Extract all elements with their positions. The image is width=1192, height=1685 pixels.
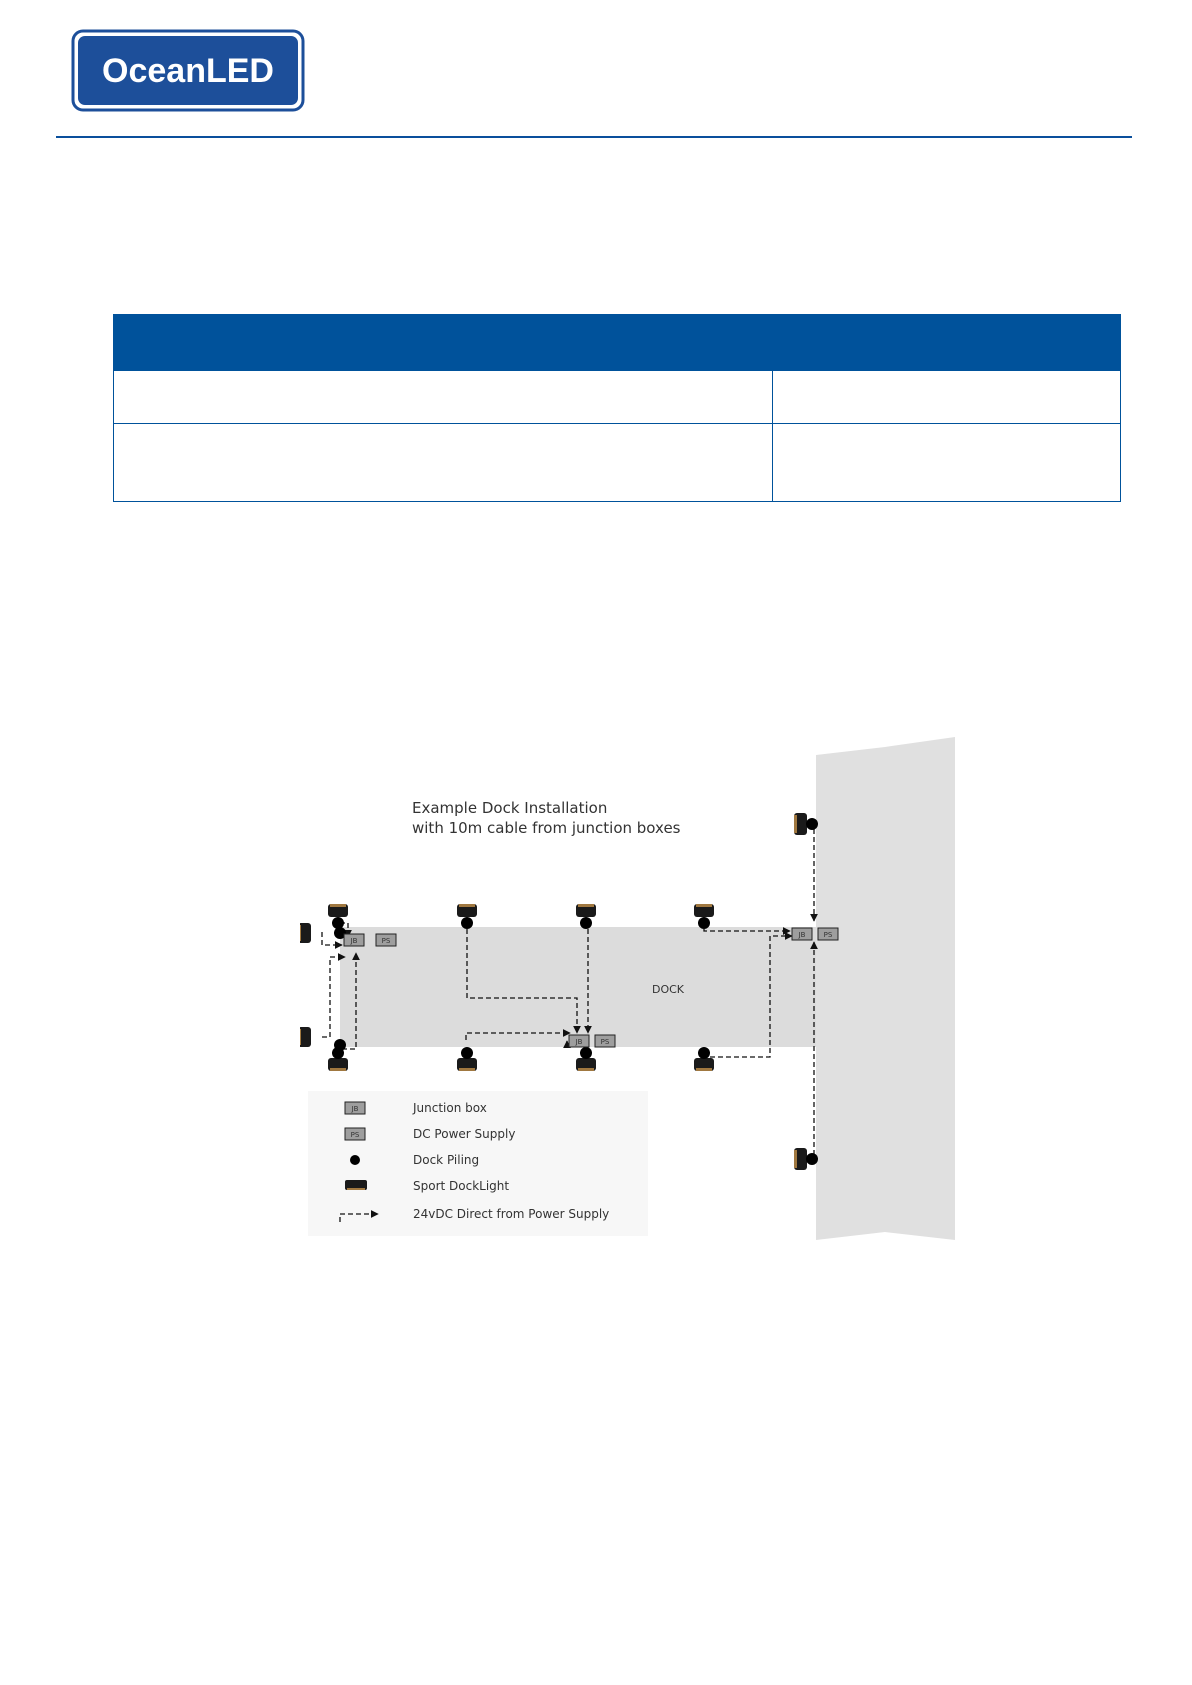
piling-icon [698, 917, 710, 929]
legend-wiring-label: 24vDC Direct from Power Supply [413, 1207, 610, 1221]
diagram-title-line1: Example Dock Installation [412, 799, 608, 817]
junction-box-tag: JB [350, 937, 358, 945]
docklight-lens [459, 1068, 475, 1071]
piling-icon [461, 917, 473, 929]
docklight-lens [794, 1150, 797, 1168]
docklight-lens [330, 904, 346, 907]
legend-piling-icon [350, 1155, 360, 1165]
header-rule [56, 136, 1132, 138]
table-cell [114, 424, 773, 502]
legend-junction-box-tag: JB [351, 1105, 359, 1113]
piling-icon [461, 1047, 473, 1059]
power-supply-tag: PS [823, 931, 833, 939]
legend-piling-label: Dock Piling [413, 1153, 480, 1167]
table-cell [773, 424, 1121, 502]
table-row [114, 424, 1121, 502]
piling-icon [580, 1047, 592, 1059]
junction-box-tag: JB [798, 931, 806, 939]
dock-label: DOCK [652, 983, 685, 996]
table-header-cell [114, 315, 773, 371]
diagram-title-line2: with 10m cable from junction boxes [412, 819, 681, 837]
docklight-icon [300, 923, 311, 943]
legend-docklight-lens [347, 1188, 365, 1190]
docklight-lens [696, 1068, 712, 1071]
legend-power-supply-tag: PS [350, 1131, 360, 1139]
piling-icon [806, 818, 818, 830]
docklight-lens [300, 1029, 301, 1045]
legend-power-supply-label: DC Power Supply [413, 1127, 516, 1141]
piling-icon [334, 1039, 346, 1051]
power-supply-tag: PS [600, 1038, 610, 1046]
piling-icon [580, 917, 592, 929]
piling-icon [332, 917, 344, 929]
table-header-cell [773, 315, 1121, 371]
docklight-lens [794, 815, 797, 833]
docklight-lens [578, 904, 594, 907]
oceanled-logo [71, 29, 305, 112]
table-cell [114, 371, 773, 424]
table-header-row [114, 315, 1121, 371]
piling-icon [698, 1047, 710, 1059]
docklight-lens [696, 904, 712, 907]
dock-installation-diagram [300, 735, 960, 1245]
legend-docklight-label: Sport DockLight [413, 1179, 510, 1193]
docklight-lens [330, 1068, 346, 1071]
docklight-lens [300, 925, 301, 941]
table-row [114, 371, 1121, 424]
legend-junction-box-label: Junction box [413, 1101, 487, 1115]
docklight-lens [459, 904, 475, 907]
dock-area [340, 927, 816, 1047]
spec-table [113, 314, 1121, 502]
logo-text: OceanLED [102, 52, 274, 90]
table-cell [773, 371, 1121, 424]
piling-icon [806, 1153, 818, 1165]
docklight-icon [300, 1027, 311, 1047]
docklight-lens [578, 1068, 594, 1071]
power-supply-tag: PS [381, 937, 391, 945]
junction-box-tag: JB [575, 1038, 583, 1046]
shore-area [816, 737, 955, 1240]
